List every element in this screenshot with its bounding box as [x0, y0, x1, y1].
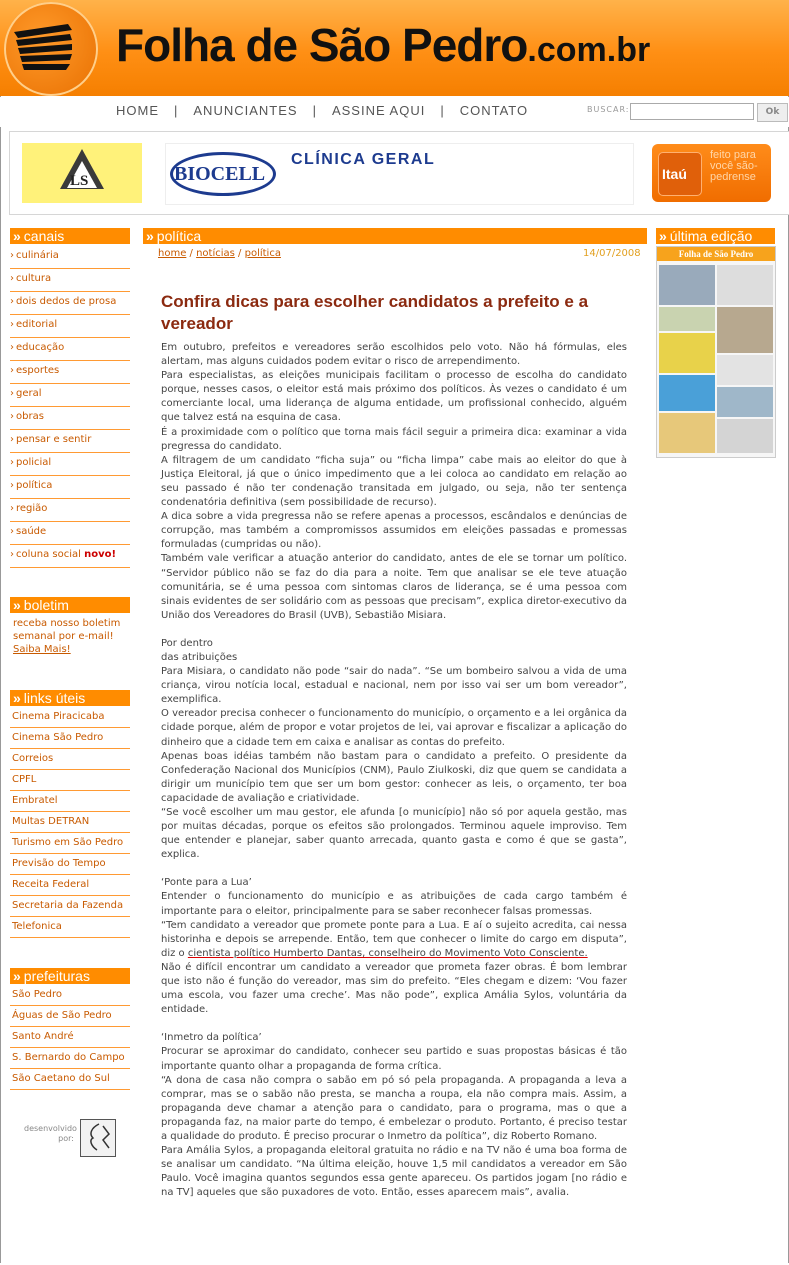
- article-subheading: das atribuições: [161, 651, 238, 663]
- section-header: [143, 228, 647, 244]
- site-logo-icon[interactable]: [4, 2, 98, 96]
- cover-text-block: [717, 355, 773, 385]
- chevron-right-icon: »: [13, 968, 21, 984]
- crumb-home[interactable]: home: [158, 248, 187, 259]
- quote-text: “Tem candidato a vereador que promete ponte para a Lua. E aí o sujeito acredita, cai nessa historinha e depois se arrepende. Então, tem que conhecer o limite do cargo em disputa”, diz o: [161, 919, 627, 959]
- article-paragraph: Entender o funcionamento do município e as atribuições de cada cargo também é importante para o eleitor, principalmente para se saber reconhecer falsas promessas.: [161, 891, 627, 917]
- chevron-right-icon: »: [13, 690, 21, 706]
- site-header: [0, 0, 789, 96]
- edition-header: [656, 228, 775, 244]
- useful-link[interactable]: Secretaria da Fazenda: [10, 896, 130, 917]
- useful-link[interactable]: Turismo em São Pedro: [10, 833, 130, 854]
- article-paragraph: Apenas boas idéias também não bastam para o candidato a prefeito. O presidente da Confederação Nacional dos Municípios (CNM), Paulo Ziulkoski, diz que quem se candidata a dirigir um município tem que ser um bom gestor: conhecer as leis, o orçamento, ter boa capacidade de avaliação e criatividade.: [161, 750, 627, 804]
- article-paragraph: Para Amália Sylos, a propaganda eleitoral gratuita no rádio e na TV não é uma boa forma de se analisar um candidato. “Na última eleição, houve 1,5 mil candidatos a vereador em São Paulo. Você imagina quantos segundos essa gente apareceu. Os partidos jogam [no rádio e na TV] aqueles que são puxadores de voto. Então, esses aparecem mais”, avalia.: [161, 1145, 627, 1199]
- useful-link[interactable]: CPFL: [10, 770, 130, 791]
- article-paragraph: Para Misiara, o candidato não pode “sair do nada”. “Se um bombeiro salvou a vida de uma criança, virou notícia local, estadual e nacional, nem por isso vai ser um bom vereador”, exemplifica.: [161, 666, 627, 706]
- prefeitura-link[interactable]: Santo André: [10, 1027, 130, 1048]
- useful-link[interactable]: Receita Federal: [10, 875, 130, 896]
- useful-link[interactable]: Embratel: [10, 791, 130, 812]
- canal-item[interactable]: › saúde: [10, 522, 130, 545]
- itau-brand: Itaú: [662, 166, 687, 182]
- prefeitura-link[interactable]: Águas de São Pedro: [10, 1006, 130, 1027]
- nav-anunciantes[interactable]: ANUNCIANTES: [193, 103, 298, 118]
- canal-item[interactable]: › dois dedos de prosa: [10, 292, 130, 315]
- breadcrumb: home / notícias / política: [158, 248, 281, 259]
- canal-item[interactable]: › geral: [10, 384, 130, 407]
- nav-home[interactable]: HOME: [116, 103, 159, 118]
- nav-separator: |: [312, 103, 317, 118]
- canal-item[interactable]: › policial: [10, 453, 130, 476]
- prefeituras-list: [10, 985, 130, 1090]
- section-title: política: [156, 228, 202, 244]
- developed-by-label: desenvolvido por:: [24, 1124, 77, 1143]
- links-title: links úteis: [23, 690, 86, 706]
- chevron-right-icon: »: [146, 228, 154, 244]
- boletim-title: boletim: [23, 597, 69, 613]
- cover-photo: [717, 307, 773, 353]
- canal-label: esportes: [16, 365, 60, 376]
- canal-item[interactable]: › coluna social novo!: [10, 545, 130, 568]
- biocell-name: BIOCELL: [174, 163, 266, 185]
- cover-ad: [659, 413, 715, 453]
- latest-edition-cover[interactable]: [656, 246, 776, 458]
- canal-item[interactable]: › obras: [10, 407, 130, 430]
- article-paragraph: Procurar se aproximar do candidato, conhecer seu partido e suas propostas básicas é tão importante quanto olhar a propaganda de forma crítica.: [161, 1046, 627, 1072]
- canal-label: saúde: [16, 526, 47, 537]
- crumb-news[interactable]: notícias: [196, 248, 235, 259]
- canal-item[interactable]: › educação: [10, 338, 130, 361]
- useful-link[interactable]: Correios: [10, 749, 130, 770]
- edition-title: última edição: [669, 228, 753, 244]
- cover-ad: [659, 333, 715, 373]
- canal-item[interactable]: › pensar e sentir: [10, 430, 130, 453]
- article-paragraph: Para especialistas, as eleições municipais facilitam o processo de escolha do candidato porque, nesses casos, o eleitor está mais próximo dos políticos. Às vezes o candidato é um comerciante local, uma liderança de alguma entidade, um profissional conhecido, alguém que talvez está na esquina de casa.: [161, 370, 627, 424]
- search-button[interactable]: Ok: [757, 103, 788, 122]
- boletim-more-link[interactable]: Saiba Mais!: [13, 644, 71, 655]
- article-paragraph: [161, 919, 627, 961]
- canal-label: culinária: [16, 250, 59, 261]
- canal-item[interactable]: › esportes: [10, 361, 130, 384]
- canal-label: policial: [16, 457, 52, 468]
- nav-separator: |: [174, 103, 179, 118]
- chevron-right-icon: »: [659, 228, 667, 244]
- cover-text-block: [717, 265, 773, 305]
- nav-assine-aqui[interactable]: ASSINE AQUI: [331, 103, 426, 118]
- biocell-tagline: CLÍNICA GERAL: [291, 151, 436, 168]
- edition-paper-name: Folha de São Pedro: [657, 247, 775, 261]
- canal-label: dois dedos de prosa: [16, 296, 117, 307]
- links-list: [10, 707, 130, 938]
- ad-biocell[interactable]: [165, 143, 634, 205]
- canal-label: cultura: [16, 273, 52, 284]
- article-paragraph: “Se você escolher um mau gestor, ele afunda [o município] não só por aquela gestão, mas por muitas décadas, porque os efeitos são prolongados. Terminou aquele improviso. Tem que entender e planejar, saber quanto arrecada, quanto gasta e como é que se gasta”, explica.: [161, 807, 627, 861]
- developer-logo-icon[interactable]: [80, 1119, 116, 1157]
- nav-contato[interactable]: CONTATO: [459, 103, 529, 118]
- article-paragraph: A dica sobre a vida pregressa não se refere apenas a processos, escândalos e denúncias de corrupção, mas também a compromissos assumidos em eleições passadas e promessas formuladas (cumpridas ou não).: [161, 511, 627, 551]
- prefeituras-header: [10, 968, 130, 984]
- article-paragraph: É a proximidade com o político que torna mais fácil seguir a primeira dica: examinar a vida pregressa do candidato.: [161, 426, 627, 452]
- article-paragraph: Também vale verificar a atuação anterior do candidato, antes de ele se tornar um político. “Servidor público não se faz do dia para a noite. Tem que analisar se ele teve atuação comunitária, se é uma pessoa com sintomas claros de liderança, se é uma pessoa com sinais evidentes de ser solidário com as pessoas que precisam”, explica diretor-executivo da União dos Vereadores do Brasil (UVB), Sebastião Misiara.: [161, 553, 627, 621]
- article-subheading: ‘Ponte para a Lua’: [161, 877, 252, 889]
- canal-label: educação: [16, 342, 65, 353]
- chevron-right-icon: »: [13, 228, 21, 244]
- ad-itau[interactable]: [652, 144, 771, 202]
- itau-slogan: feito para você são-pedrense: [710, 149, 758, 183]
- highlighted-source: cientista político Humberto Dantas, conselheiro do Movimento Voto Consciente.: [187, 947, 588, 959]
- crumb-section[interactable]: política: [244, 248, 281, 259]
- article-headline: Confira dicas para escolher candidatos a prefeito e a vereador: [161, 292, 589, 333]
- useful-link[interactable]: Cinema Piracicaba: [10, 707, 130, 728]
- canal-item[interactable]: › editorial: [10, 315, 130, 338]
- useful-link[interactable]: Multas DETRAN: [10, 812, 130, 833]
- article-paragraph: Não é difícil encontrar um candidato a vereador que prometa fazer obras. É bom lembrar que isto não é função do vereador, mas sim do prefeito. “Eles chegam e dizem: ‘Vou fazer uma escola, vou fazer uma creche’. Mas não pode”, explica Amália Sylos, voluntária da entidade.: [161, 961, 627, 1016]
- useful-link[interactable]: Previsão do Tempo: [10, 854, 130, 875]
- canal-label: política: [16, 480, 53, 491]
- prefeitura-link[interactable]: S. Bernardo do Campo: [10, 1048, 130, 1069]
- canal-label: pensar e sentir: [16, 434, 92, 445]
- article-paragraph: O vereador precisa conhecer o funcionamento do município, o orçamento e a lei orgânica da cidade porque, além de propor e votar projetos de lei, vai aprovar e fiscalizar a aplicação do dinheiro que a cidade tem em caixa e analisar as contas do prefeito.: [161, 708, 627, 748]
- ad-ls[interactable]: [22, 143, 142, 203]
- cover-ad: [659, 375, 715, 411]
- site-title-main: Folha de São Pedro: [116, 19, 528, 71]
- cover-photo: [659, 265, 715, 305]
- canal-label: geral: [16, 388, 42, 399]
- article-date: 14/07/2008: [583, 248, 641, 259]
- boletim-box: [13, 617, 131, 656]
- article-subheading: ‘Inmetro da política’: [161, 1032, 262, 1044]
- chevron-right-icon: »: [13, 597, 21, 613]
- site-title[interactable]: [116, 18, 650, 72]
- canal-item[interactable]: › política: [10, 476, 130, 499]
- article-paragraph: A filtragem de um candidato “ficha suja” ou “ficha limpa” cabe mais ao eleitor do que à Justiça Eleitoral, já que o único impedimento que a lei coloca ao candidato em relação ao seu passado é não ter condenação transitada em julgado, ou seja, não ter sentença condenatória definitiva (sem possibilidade de recurso).: [161, 454, 627, 509]
- canais-list: [10, 246, 130, 568]
- links-header: [10, 690, 130, 706]
- article-subheading: Por dentro: [161, 637, 213, 649]
- article-paragraph: Em outubro, prefeitos e vereadores serão escolhidos pelo voto. Não há fórmulas, eles alertam, mas alguns cuidados podem evitar o risco de arrependimento.: [161, 342, 627, 368]
- cover-photo: [717, 387, 773, 417]
- novo-badge: novo!: [84, 549, 117, 560]
- site-title-domain: .com.br: [527, 31, 651, 69]
- search-label: BUSCAR:: [587, 105, 630, 114]
- canal-item[interactable]: › cultura: [10, 269, 130, 292]
- nav-separator: |: [440, 103, 445, 118]
- canal-label: editorial: [16, 319, 58, 330]
- prefeitura-link[interactable]: São Pedro: [10, 985, 130, 1006]
- article-body: [161, 341, 627, 1200]
- article-paragraph: “A dona de casa não compra o sabão em pó só pela propaganda. A propaganda a leva a comprar, mas se o sabão não presta, se mancha a roupa, ela não compra mais. Assim, a propaganda deve chamar a atenção para o candidato, para o programa, mas o que a propaganda faz, na maior parte do tempo, é embelezar o produto. Portanto, é preciso testar a qualidade do produto. É preciso procurar o Inmetro da política”, diz Roberto Romano.: [161, 1074, 627, 1142]
- canal-label: obras: [16, 411, 44, 422]
- cover-text-block: [717, 419, 773, 453]
- boletim-text: receba nosso boletim semanal por e-mail!: [13, 618, 121, 642]
- prefeitura-link[interactable]: São Caetano do Sul: [10, 1069, 130, 1090]
- prefeituras-title: prefeituras: [23, 968, 90, 984]
- canal-item[interactable]: › culinária: [10, 246, 130, 269]
- boletim-header: [10, 597, 130, 613]
- cover-photo: [659, 307, 715, 331]
- canal-item[interactable]: › região: [10, 499, 130, 522]
- canais-header: [10, 228, 130, 244]
- canal-label: coluna social: [16, 549, 81, 560]
- canal-label: região: [16, 503, 48, 514]
- useful-link[interactable]: Cinema São Pedro: [10, 728, 130, 749]
- useful-link[interactable]: Telefonica: [10, 917, 130, 938]
- ls-text: LS: [70, 173, 89, 189]
- itau-logo-icon: [658, 152, 702, 196]
- search-input[interactable]: [630, 103, 754, 120]
- canais-title: canais: [23, 228, 65, 244]
